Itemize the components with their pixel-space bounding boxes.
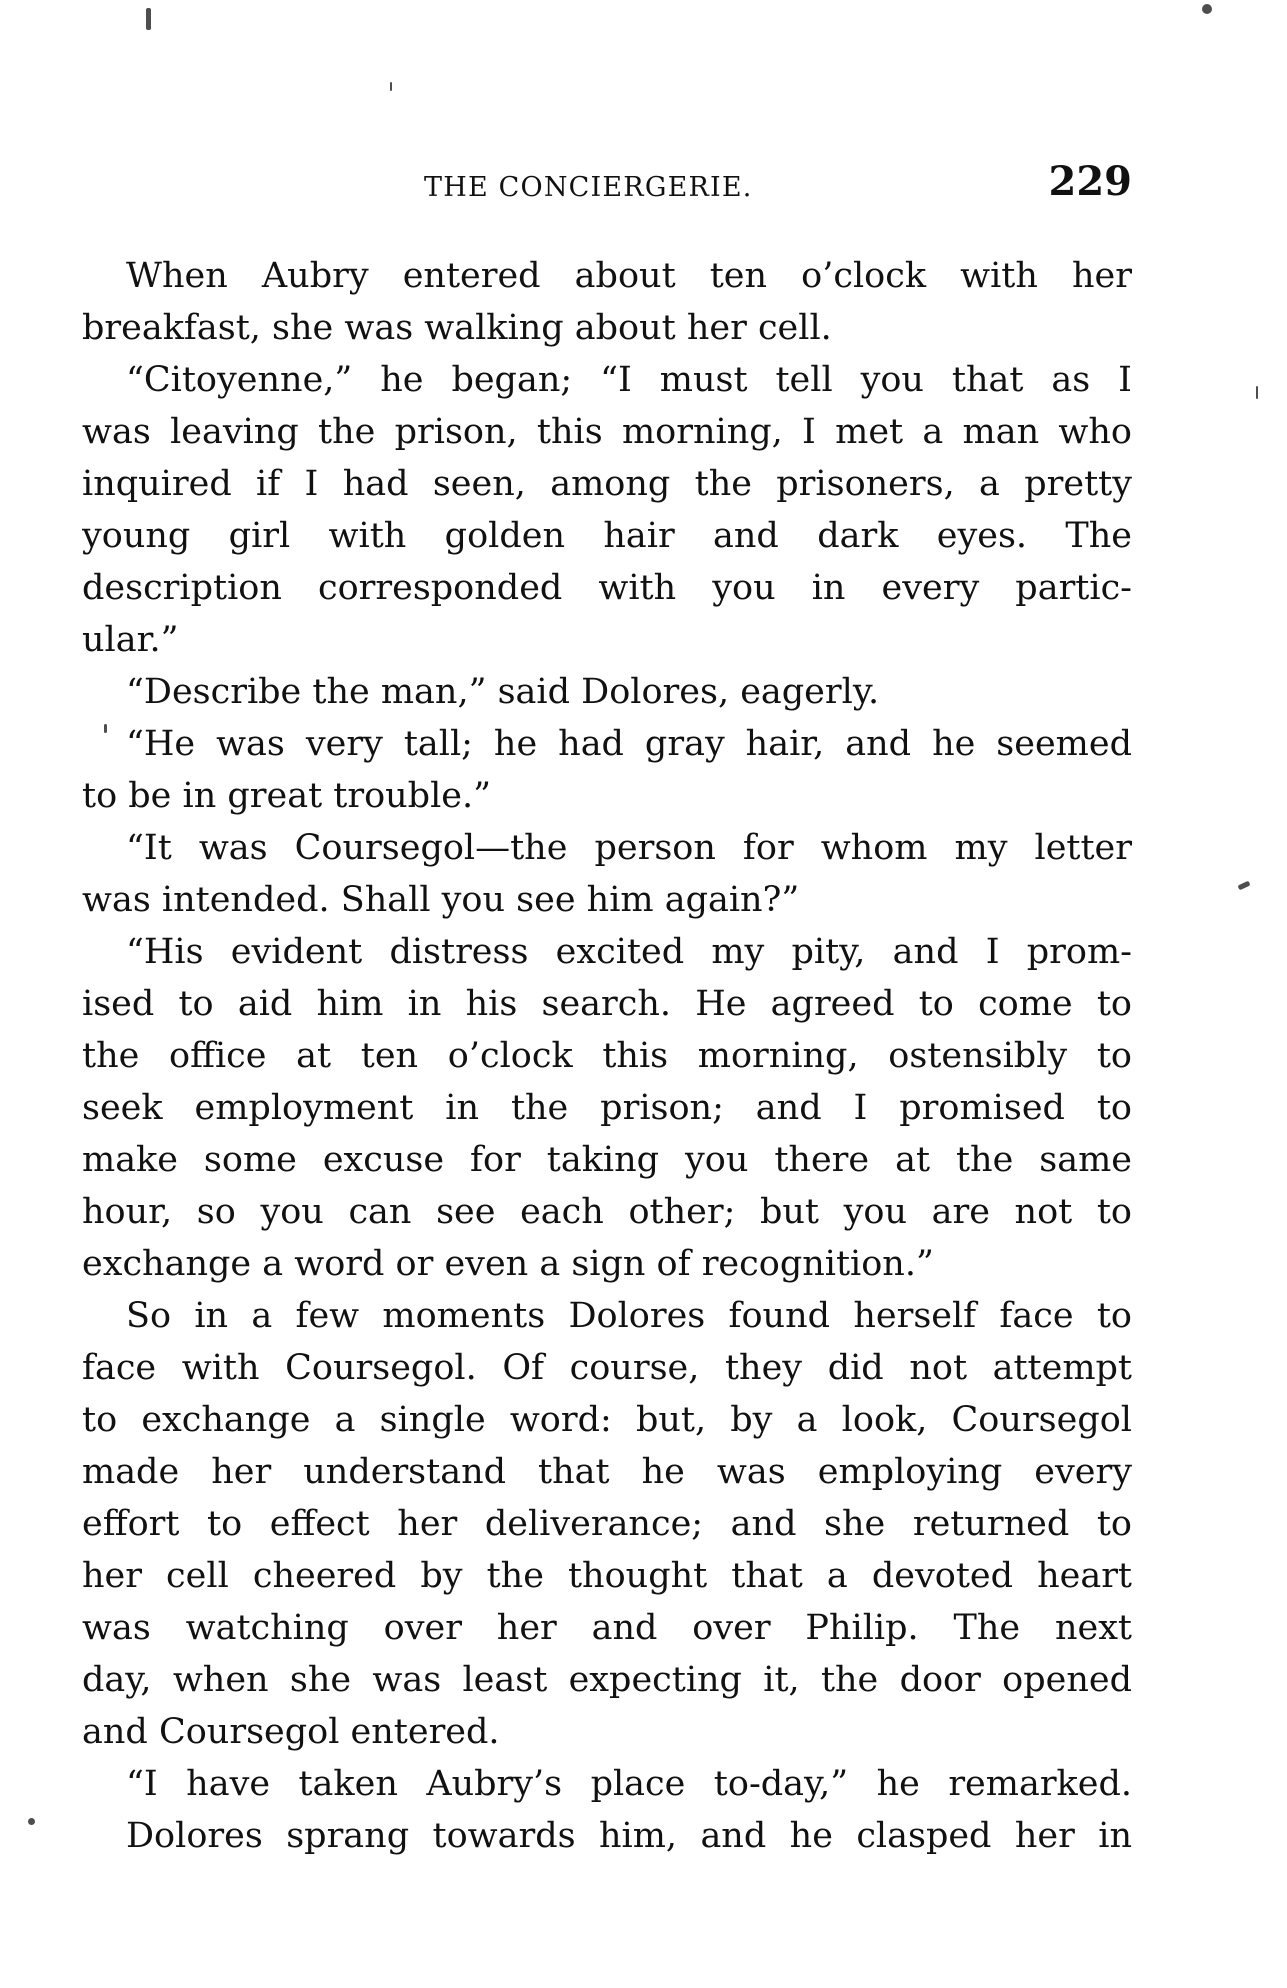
text-line: So in a few moments Dolores found herself face to [126, 1296, 1132, 1336]
text-line: and Coursegol entered. [82, 1712, 500, 1752]
text-line: “It was Coursegol—the person for whom my letter [126, 828, 1132, 868]
text-line: was intended. Shall you see him again?” [82, 880, 800, 920]
text-line: face with Coursegol. Of course, they did not attempt [82, 1348, 1132, 1388]
page-header [82, 158, 1132, 208]
text-line: made her understand that he was employing every [82, 1452, 1132, 1492]
page-number: 229 [1048, 158, 1132, 205]
text-line: Dolores sprang towards him, and he clasped her in [126, 1816, 1132, 1856]
scan-speck [28, 1818, 35, 1825]
scan-speck [1202, 4, 1212, 14]
text-line: effort to effect her deliverance; and she returned to [82, 1504, 1132, 1544]
text-line: “Describe the man,” said Dolores, eagerly. [126, 672, 880, 712]
text-line: ised to aid him in his search. He agreed to come to [82, 984, 1132, 1024]
text-line: young girl with golden hair and dark eyes. The [82, 516, 1132, 556]
text-line: “His evident distress excited my pity, and I prom- [126, 932, 1132, 972]
text-line: “Citoyenne,” he began; “I must tell you that as I [126, 360, 1132, 400]
text-line: her cell cheered by the thought that a devoted heart [82, 1556, 1132, 1596]
text-line: inquired if I had seen, among the prisoners, a pretty [82, 464, 1132, 504]
scan-speck [1238, 881, 1251, 891]
text-line: seek employment in the prison; and I promised to [82, 1088, 1132, 1128]
scan-speck [146, 8, 151, 30]
text-line: “I have taken Aubry’s place to-day,” he remarked. [126, 1764, 1132, 1804]
text-line: “He was very tall; he had gray hair, and he seemed [126, 724, 1132, 764]
text-line: was leaving the prison, this morning, I met a man who [82, 412, 1132, 452]
text-line: When Aubry entered about ten o’clock with her [126, 256, 1132, 296]
scan-speck [1256, 386, 1258, 399]
text-line: hour, so you can see each other; but you are not to [82, 1192, 1132, 1232]
text-line: to be in great trouble.” [82, 776, 492, 816]
body-text [82, 250, 1132, 1862]
text-line: exchange a word or even a sign of recognition.” [82, 1244, 934, 1284]
text-line: day, when she was least expecting it, the door opened [82, 1660, 1132, 1700]
scan-speck [390, 82, 392, 91]
text-line: ular.” [82, 620, 179, 660]
running-head: THE CONCIERGERIE. [424, 172, 753, 203]
text-line: was watching over her and over Philip. The next [82, 1608, 1132, 1648]
text-line: description corresponded with you in every partic- [82, 568, 1132, 608]
text-line: to exchange a single word: but, by a look, Coursegol [82, 1400, 1132, 1440]
text-line: breakfast, she was walking about her cell. [82, 308, 832, 348]
text-line: the office at ten o’clock this morning, ostensibly to [82, 1036, 1132, 1076]
text-line: make some excuse for taking you there at the same [82, 1140, 1132, 1180]
